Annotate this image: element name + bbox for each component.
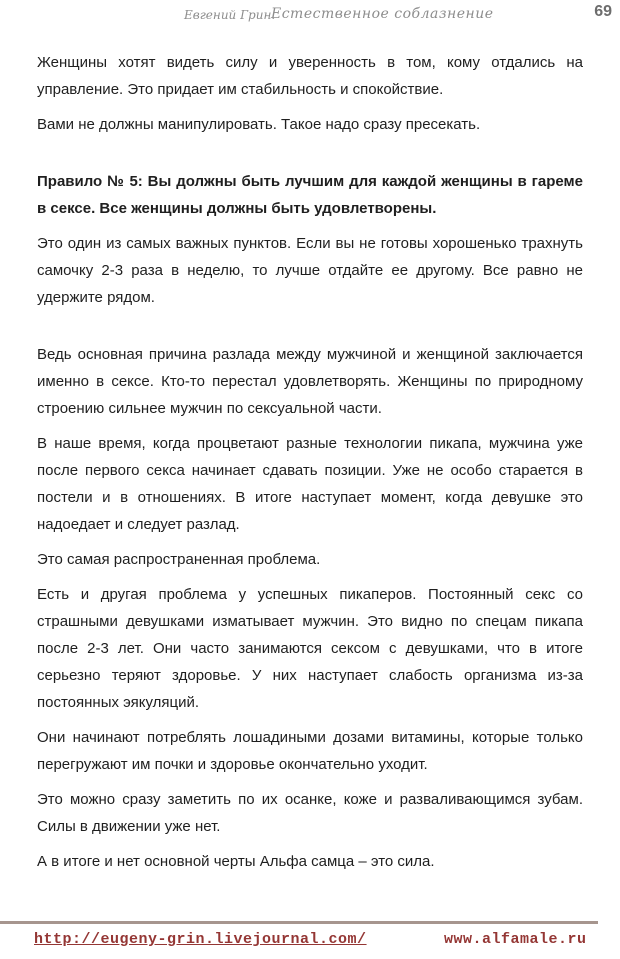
paragraph: Это один из самых важных пунктов. Если вы не готовы хорошенько трахнуть самочку 2-3 раза в неделю, то лучше отдайте ее другому. Все равно не удержите рядом. — [37, 235, 583, 306]
paragraph: А в итоге и нет основной черты Альфа самца – это сила. — [37, 853, 435, 870]
page-number: 69 — [594, 3, 612, 20]
page-footer — [0, 929, 620, 955]
paragraph: Ведь основная причина разлада между мужчиной и женщиной заключается именно в сексе. Кто-то перестал удовлетворять. Женщины по природному строению сильнее мужчин по сексуальной части. — [37, 346, 583, 417]
page-header — [0, 0, 620, 30]
header-book-title: Естественное соблазнение — [271, 6, 494, 22]
paragraph: Они начинают потреблять лошадиными дозами витамины, которые только перегружают им почки и здоровье окончательно уходит. — [37, 729, 583, 773]
paragraph: Это можно сразу заметить по их осанке, коже и разваливающимся зубам. Силы в движении уже нет. — [37, 791, 583, 835]
paragraph: Есть и другая проблема у успешных пикаперов. Постоянный секс со страшными девушками изматывает мужчин. Это видно по спецам пикапа после 2-3 лет. Они часто занимаются сексом с девушками, что в итоге серьезно теряют здоровье. У них наступает слабость организма из-за постоянных эякуляций. — [37, 586, 583, 711]
rule-heading: Правило № 5: Вы должны быть лучшим для каждой женщины в гареме в сексе. Все женщины должны быть удовлетворены. — [37, 173, 583, 217]
paragraph: Это самая распространенная проблема. — [37, 551, 321, 568]
paragraph: Женщины хотят видеть силу и уверенность в том, кому отдались на управление. Это придает им стабильность и спокойствие. — [37, 54, 583, 98]
footer-divider — [0, 921, 598, 924]
paragraph: В наше время, когда процветают разные технологии пикапа, мужчина уже после первого секса начинает сдавать позиции. Уже не особо старается в постели и в отношениях. В итоге наступает момент, когда девушке это надоедает и следует разлад. — [37, 435, 583, 533]
livejournal-link[interactable]: http://eugeny-grin.livejournal.com/ — [34, 931, 367, 948]
alfamale-link[interactable]: www.alfamale.ru — [444, 931, 587, 948]
page-body — [37, 49, 583, 883]
header-author: Евгений Грин. — [184, 8, 276, 22]
paragraph: Вами не должны манипулировать. Такое надо сразу пресекать. — [37, 116, 481, 133]
